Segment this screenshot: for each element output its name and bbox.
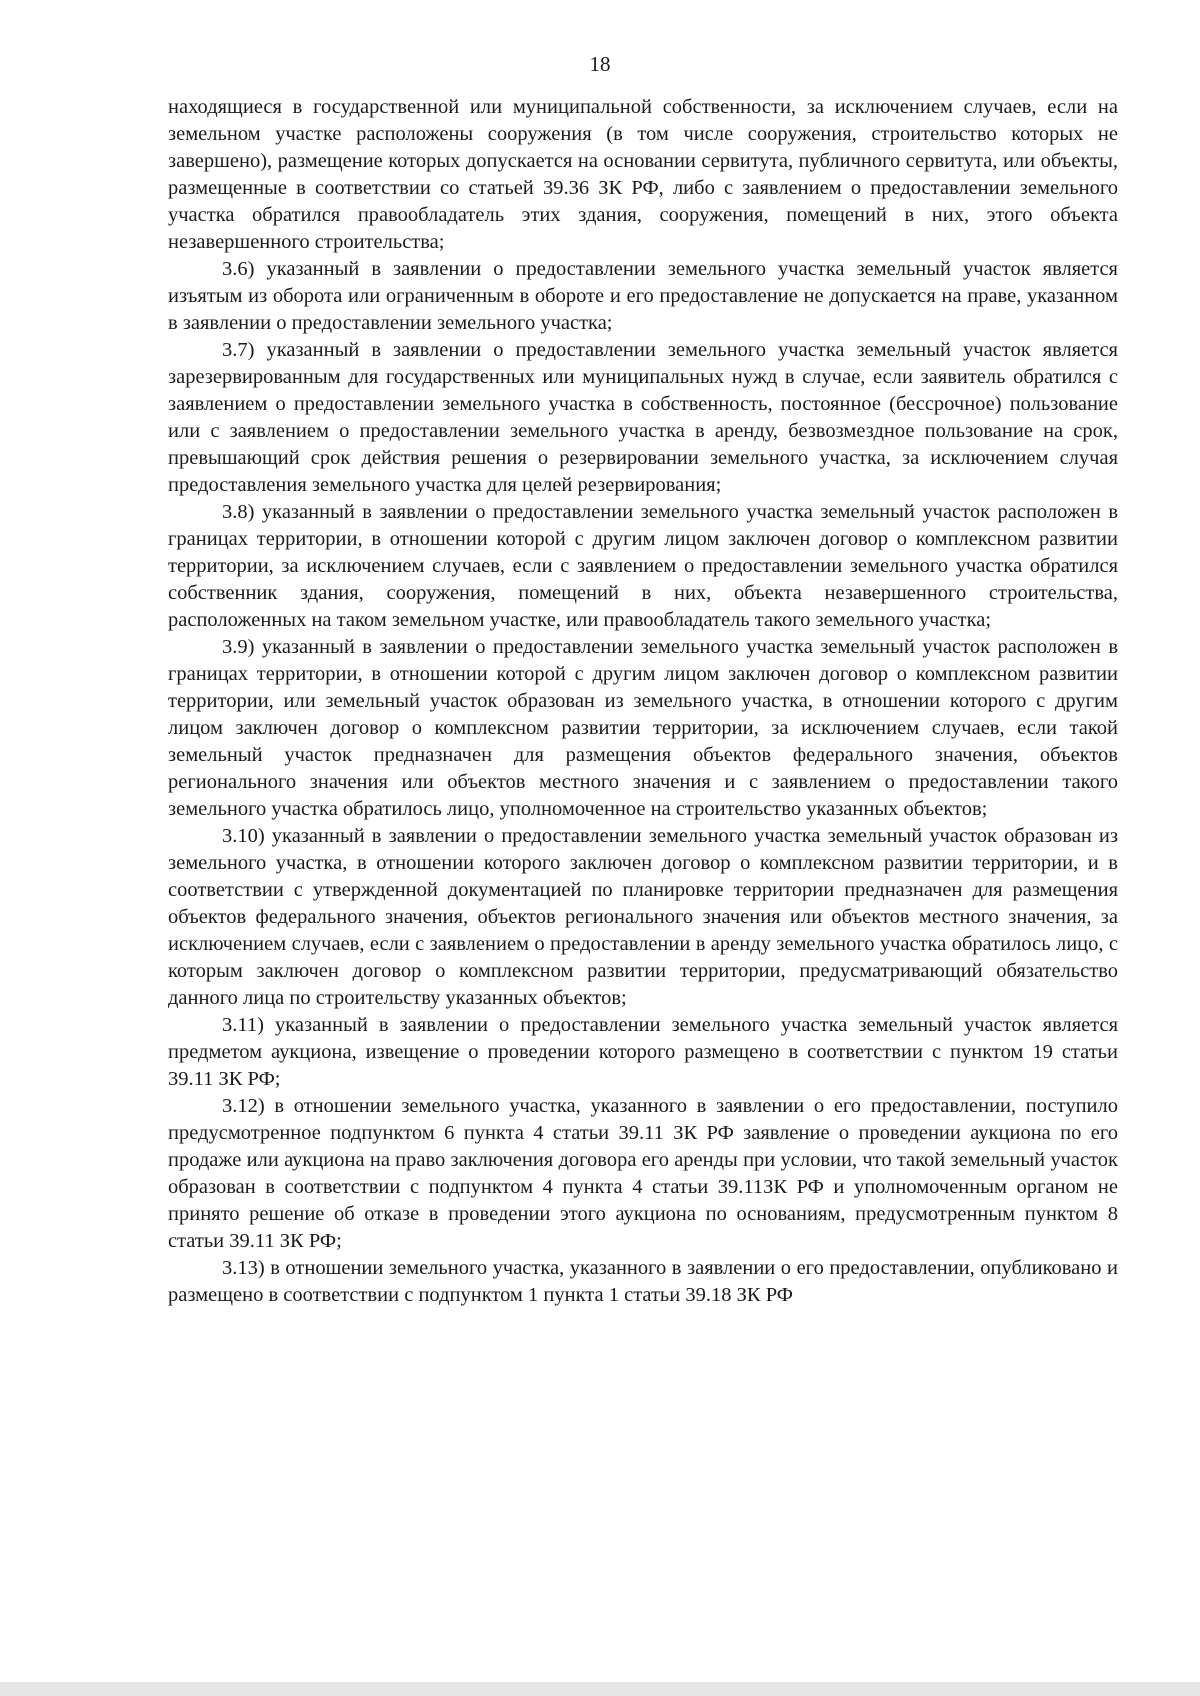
- paragraph-3-9: 3.9) указанный в заявлении о предоставлении земельного участка земельный участок расположен в границах территории, в отношении которой с другим лицом заключен договор о комплексном развитии территории, или земельный участок образован из земельного участка, в отношении которого с другим лицом заключен договор о комплексном развитии территории, за исключением случаев, если такой земельный участок предназначен для размещения объектов федерального значения, объектов регионального значения или объектов местного значения и с заявлением о предоставлении такого земельного участка обратилось лицо, уполномоченное на строительство указанных объектов;: [168, 636, 1118, 820]
- paragraph-continuation: находящиеся в государственной или муниципальной собственности, за исключением случаев, если на земельном участке расположены сооружения (в том числе сооружения, строительство которых не завершено), размещение которых допускается на основании сервитута, публичного сервитута, или объекты, размещенные в соответствии со статьей 39.36 ЗК РФ, либо с заявлением о предоставлении земельного участка обратился правообладатель этих здания, сооружения, помещений в них, этого объекта незавершенного строительства;: [168, 96, 1118, 253]
- document-body: [168, 94, 1118, 1309]
- paragraph-3-13: 3.13) в отношении земельного участка, указанного в заявлении о его предоставлении, опубликовано и размещено в соответствии с подпунктом 1 пункта 1 статьи 39.18 ЗК РФ: [168, 1257, 1118, 1306]
- paragraph-3-7: 3.7) указанный в заявлении о предоставлении земельного участка земельный участок является зарезервированным для государственных или муниципальных нужд в случае, если заявитель обратился с заявлением о предоставлении земельного участка в собственность, постоянное (бессрочное) пользование или с заявлением о предоставлении земельного участка в аренду, безвозмездное пользование на срок, превышающий срок действия решения о резервировании земельного участка, за исключением случая предоставления земельного участка для целей резервирования;: [168, 339, 1118, 496]
- scan-bottom-edge: [0, 1682, 1200, 1696]
- paragraph-3-12: 3.12) в отношении земельного участка, указанного в заявлении о его предоставлении, поступило предусмотренное подпунктом 6 пункта 4 статьи 39.11 ЗК РФ заявление о проведении аукциона по его продаже или аукциона на право заключения договора его аренды при условии, что такой земельный участок образован в соответствии с подпунктом 4 пункта 4 статьи 39.11ЗК РФ и уполномоченным органом не принято решение об отказе в проведении этого аукциона по основаниям, предусмотренным пунктом 8 статьи 39.11 ЗК РФ;: [168, 1095, 1118, 1252]
- paragraph-3-6: 3.6) указанный в заявлении о предоставлении земельного участка земельный участок является изъятым из оборота или ограниченным в обороте и его предоставление не допускается на праве, указанном в заявлении о предоставлении земельного участка;: [168, 258, 1118, 334]
- page-number: 18: [589, 52, 611, 76]
- paragraph-3-11: 3.11) указанный в заявлении о предоставлении земельного участка земельный участок является предметом аукциона, извещение о проведении которого размещено в соответствии с пунктом 19 статьи 39.11 ЗК РФ;: [168, 1014, 1118, 1090]
- paragraph-3-8: 3.8) указанный в заявлении о предоставлении земельного участка земельный участок расположен в границах территории, в отношении которой с другим лицом заключен договор о комплексном развитии территории, за исключением случаев, если с заявлением о предоставлении земельного участка обратился собственник здания, сооружения, помещений в них, объекта незавершенного строительства, расположенных на таком земельном участке, или правообладатель такого земельного участка;: [168, 501, 1118, 631]
- paragraph-3-10: 3.10) указанный в заявлении о предоставлении земельного участка земельный участок образован из земельного участка, в отношении которого заключен договор о комплексном развитии территории, и в соответствии с утвержденной документацией по планировке территории предназначен для размещения объектов федерального значения, объектов регионального значения или объектов местного значения, за исключением случаев, если с заявлением о предоставлении в аренду земельного участка обратилось лицо, с которым заключен договор о комплексном развитии территории, предусматривающий обязательство данного лица по строительству указанных объектов;: [168, 825, 1118, 1009]
